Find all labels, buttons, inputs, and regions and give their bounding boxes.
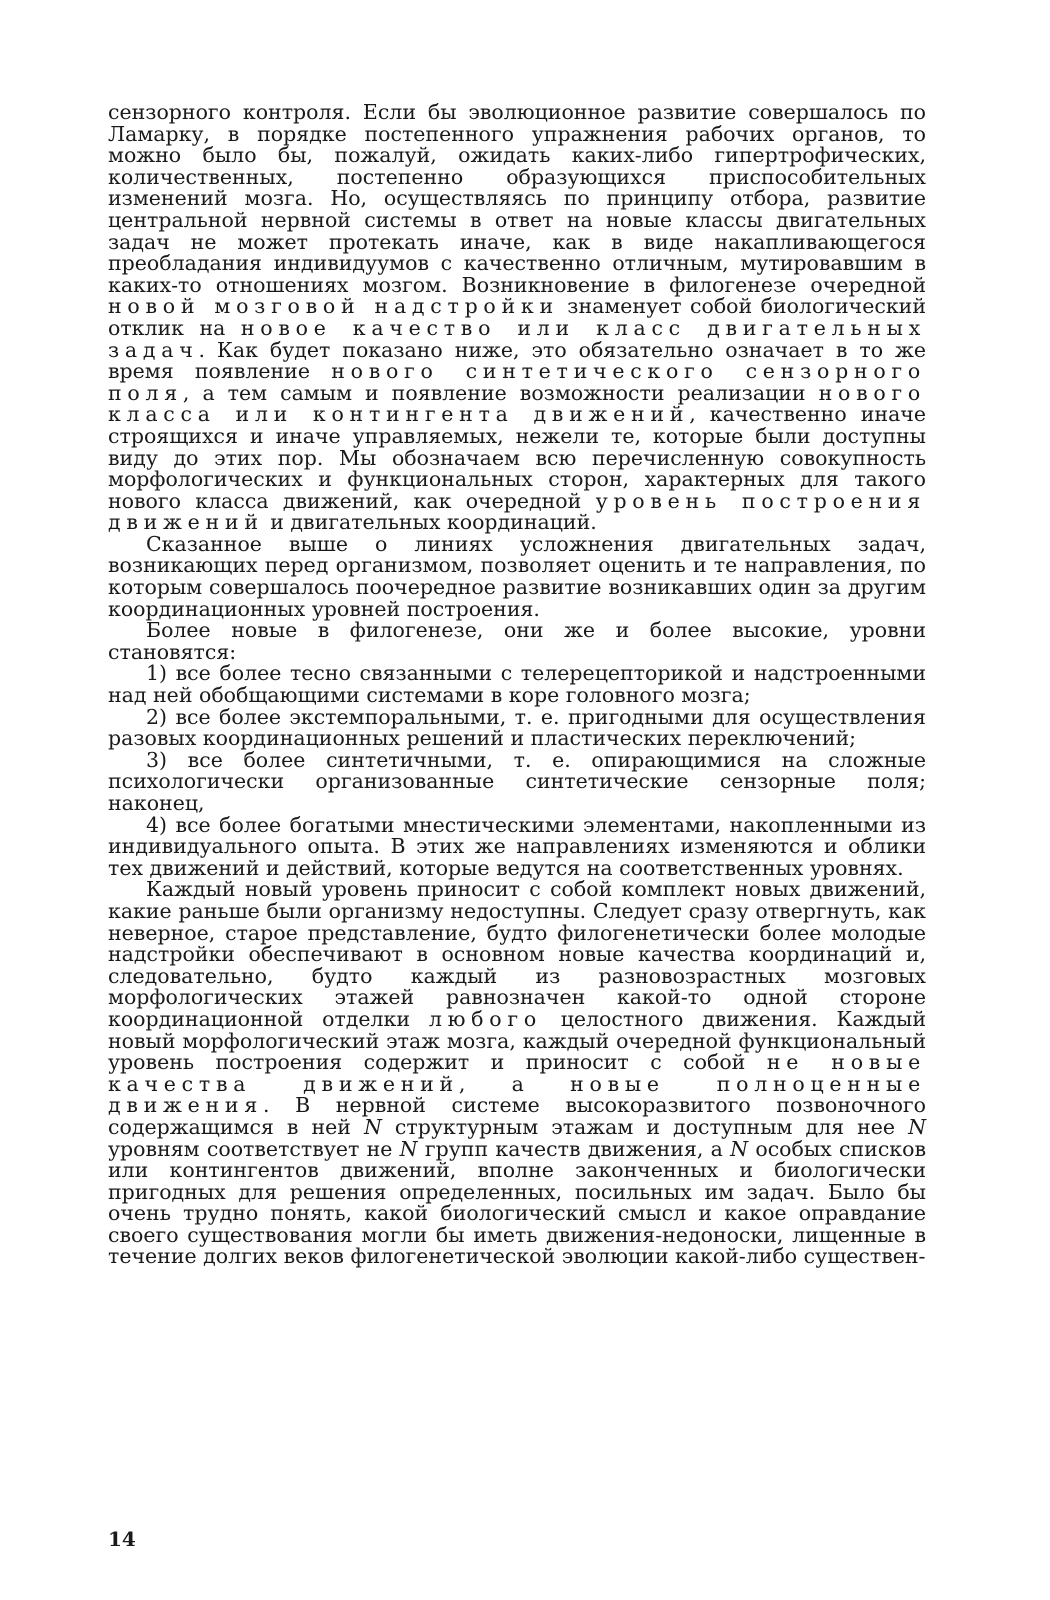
spaced-emphasis: новой мозговой надстройки bbox=[108, 294, 559, 319]
text-run: , а тем самым и появление возможности реализации bbox=[182, 380, 819, 405]
italic-n: N bbox=[363, 1114, 382, 1139]
text-run: , качественно иначе строящихся и иначе управляемых, нежели те, которые были доступны виду до этих пор. Мы обозначаем всю перечисленную совокупность морфологических и функциональных сторон, характерных для такого нового класса движений, как очередной bbox=[108, 402, 926, 513]
spaced-emphasis: любого bbox=[428, 1006, 542, 1031]
paragraph-3: Более новые в филогенезе, они же и более высокие, уровни становятся: bbox=[108, 618, 926, 664]
paragraph-2: Сказанное выше о линиях усложнения двигательных задач, возникающих перед организмом, позволяет оценить и те направления, по которым совершалось поочередное развитие возникавших один за другим координационных уровней построения. bbox=[108, 531, 926, 621]
italic-n: N bbox=[730, 1136, 749, 1161]
italic-n: N bbox=[399, 1136, 418, 1161]
text-run: знаменует собой биологический отклик на bbox=[108, 294, 926, 340]
italic-n: N bbox=[908, 1114, 926, 1139]
spaced-emphasis: не новые качества движений bbox=[108, 1050, 926, 1096]
text-run: уровням соответствует не bbox=[108, 1136, 400, 1161]
list-item-1: 1) все более тесно связанными с телерецепторикой и надстроенными над ней обобщающими системами в коре головного мозга; bbox=[108, 661, 926, 708]
text-run: Каждый новый уровень приносит с собой комплект новых движений, какие раньше были организму недоступны. Следует сразу отвергнуть, как неверное, старое представление, будто филогенетически более молодые надстройки обеспечивают в основном новые качества координаций и, следовательно, будто каждый из разновозрастных мозговых морфологических этажей равнозначен какой-то одной стороне координационной отделки bbox=[108, 877, 926, 1031]
text-run: групп качеств движения, а bbox=[417, 1136, 731, 1161]
spaced-emphasis: нового синтетического сензорного поля bbox=[108, 359, 926, 405]
text-run: сензорного контроля. Если бы эволюционное развитие совершалось по Ламарку, в порядке постепенного упражнения рабочих органов, то можно было бы, пожалуй, ожидать каких-либо гипертрофических, количественных, постепенно образующихся приспособительных изменений мозга. Но, осуществляясь по принципу отбора, развитие центральной нервной системы в ответ на новые классы двигательных задач не может протекать иначе, как в виде накапливающегося преобладания индивидуумов с качественно отличным, мутировавшим в каких-то отношениях мозгом. Возникновение в филогенезе очередной bbox=[108, 100, 926, 297]
text-run: особых списков или контингентов движений, вполне законченных и биологически пригодных для решения определенных, посильных им задач. Было бы очень трудно понять, какой биологический смысл и какое оправдание своего существования могли бы иметь движения-недоноски, лищенные в течение долгих веков филогенетической эволюции какой-либо существен- bbox=[108, 1136, 927, 1269]
text-run: , а bbox=[458, 1071, 571, 1096]
page-number: 14 bbox=[108, 1527, 136, 1551]
spaced-emphasis: новое качество или класс двигательных задач bbox=[108, 315, 926, 362]
spaced-emphasis: нового класса или контингента движений bbox=[108, 380, 926, 427]
list-item-3: 3) все более синтетичными, т. е. опирающимися на сложные психологически организованные синтетические сензорные поля; наконец, bbox=[108, 747, 926, 815]
text-run: целостного движения. Каждый новый морфологический этаж мозга, каждый очередной функциональный уровень построения содержит и приносит с собой bbox=[108, 1006, 927, 1075]
page-text-block bbox=[108, 102, 926, 1268]
list-item-2: 2) все более экстемпоральными, т. е. пригодными для осуществления разовых координационных решений и пластических переключений; bbox=[108, 704, 926, 751]
text-run: и двигательных координаций. bbox=[263, 510, 597, 535]
spaced-emphasis: новые полноценные движения bbox=[108, 1071, 926, 1118]
list-item-4: 4) все более богатыми мнестическими элементами, накопленными из индивидуального опыта. В этих же направлениях изменяются и облики тех движений и действий, которые ведутся на соответственных уровнях. bbox=[108, 812, 926, 880]
paragraph-1 bbox=[108, 102, 926, 534]
text-run: . В нервной системе высокоразвитого позвоночного содержащимся в ней bbox=[108, 1093, 926, 1139]
text-run: структурным этажам и доступным для нее bbox=[381, 1114, 909, 1139]
text-run: . Как будет показано ниже, это обязательно означает в то же время появление bbox=[108, 337, 926, 384]
spaced-emphasis: уровень построения движений bbox=[108, 488, 927, 535]
paragraph-8 bbox=[108, 879, 926, 1268]
